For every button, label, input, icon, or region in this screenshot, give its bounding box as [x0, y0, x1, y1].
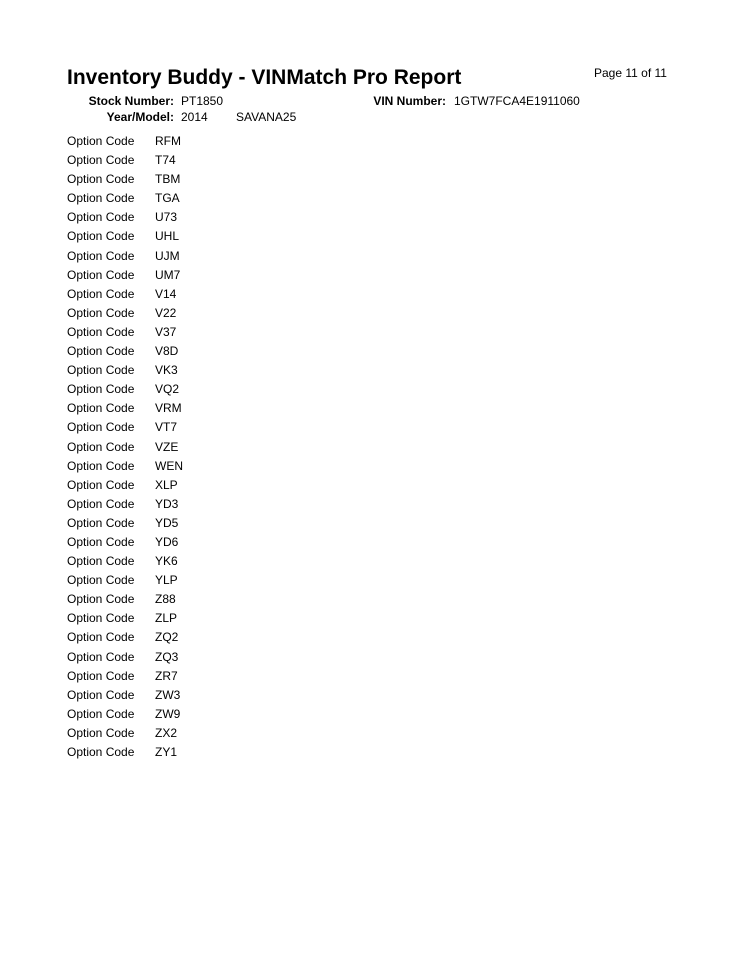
option-code-label: Option Code [67, 745, 135, 759]
option-row [67, 189, 183, 208]
option-code-label: Option Code [67, 554, 135, 569]
option-row [67, 399, 183, 418]
option-code-label: Option Code [67, 248, 135, 263]
option-row [67, 609, 183, 628]
vin-number-value: 1GTW7FCA4E1911060 [454, 94, 580, 108]
option-code-label: Option Code [67, 305, 135, 320]
option-code-label: Option Code [67, 725, 135, 740]
option-code-label: Option Code [67, 573, 135, 588]
option-code-value: YLP [155, 573, 178, 588]
option-code-value: Z88 [155, 592, 176, 607]
option-row [67, 495, 183, 514]
option-code-value: TBM [155, 172, 181, 187]
option-code-value: ZR7 [155, 668, 178, 683]
option-code-label: Option Code [67, 458, 135, 473]
page-number: Page 11 of 11 [594, 66, 667, 80]
option-code-label: Option Code [67, 401, 135, 416]
option-code-value: ZLP [155, 611, 178, 626]
option-row [67, 132, 183, 151]
option-code-value: WEN [155, 458, 183, 473]
option-code-label: Option Code [67, 344, 135, 359]
option-code-value: V22 [155, 305, 177, 320]
option-code-label: Option Code [67, 382, 135, 397]
option-row [67, 304, 183, 323]
option-row [67, 266, 183, 285]
option-code-value: UM7 [155, 267, 181, 282]
option-code-label: Option Code [67, 172, 135, 187]
option-code-label: Option Code [67, 496, 135, 511]
option-row [67, 323, 183, 342]
option-code-label: Option Code [67, 592, 135, 607]
option-row [67, 151, 183, 170]
year-model-label: Year/Model: [106, 110, 174, 124]
option-row [67, 418, 183, 437]
option-code-value: T74 [155, 153, 176, 168]
option-row [67, 552, 183, 571]
option-code-label: Option Code [67, 611, 135, 626]
option-row [67, 361, 183, 380]
option-code-value: ZQ3 [155, 649, 179, 664]
option-code-label: Option Code [67, 229, 135, 244]
option-code-value: V8D [155, 344, 179, 359]
option-code-label: Option Code [67, 477, 135, 492]
option-row [67, 628, 183, 647]
option-code-list [67, 132, 183, 762]
option-code-label: Option Code [67, 134, 135, 148]
option-row [67, 380, 183, 399]
option-code-value: TGA [155, 191, 180, 206]
option-code-value: ZY1 [155, 745, 178, 759]
option-code-label: Option Code [67, 286, 135, 301]
option-code-value: VRM [155, 401, 182, 416]
stock-number-label: Stock Number: [88, 94, 174, 108]
stock-number-value: PT1850 [181, 94, 224, 108]
option-code-value: VK3 [155, 363, 178, 378]
option-row [67, 208, 183, 227]
option-code-value: RFM [155, 134, 181, 148]
option-code-label: Option Code [67, 439, 135, 454]
option-row [67, 247, 183, 266]
option-row [67, 438, 183, 457]
option-code-value: VQ2 [155, 382, 180, 397]
option-code-label: Option Code [67, 515, 135, 530]
option-code-label: Option Code [67, 649, 135, 664]
option-code-value: YD6 [155, 534, 179, 549]
option-code-value: XLP [155, 477, 178, 492]
option-row [67, 457, 183, 476]
option-row [67, 743, 183, 762]
option-row [67, 705, 183, 724]
option-code-label: Option Code [67, 420, 135, 435]
option-code-value: V37 [155, 324, 177, 339]
option-code-value: YD5 [155, 515, 179, 530]
option-row [67, 476, 183, 495]
option-code-label: Option Code [67, 706, 135, 721]
option-row [67, 227, 183, 246]
option-code-value: VT7 [155, 420, 178, 435]
option-row [67, 571, 183, 590]
option-code-label: Option Code [67, 324, 135, 339]
option-code-label: Option Code [67, 630, 135, 645]
option-code-value: U73 [155, 210, 178, 225]
option-code-value: YD3 [155, 496, 179, 511]
report-title: Inventory Buddy - VINMatch Pro Report [67, 66, 462, 89]
option-row [67, 285, 183, 304]
option-code-value: VZE [155, 439, 179, 454]
option-code-value: UHL [155, 229, 180, 244]
option-row [67, 170, 183, 189]
vin-number-label: VIN Number: [373, 94, 446, 108]
option-row [67, 724, 183, 743]
model-value: SAVANA25 [236, 110, 297, 124]
year-value: 2014 [181, 110, 208, 124]
option-row [67, 342, 183, 361]
option-code-label: Option Code [67, 668, 135, 683]
option-row [67, 590, 183, 609]
option-code-label: Option Code [67, 153, 135, 168]
option-row [67, 648, 183, 667]
option-code-label: Option Code [67, 191, 135, 206]
option-code-label: Option Code [67, 267, 135, 282]
option-row [67, 514, 183, 533]
option-row [67, 667, 183, 686]
option-code-value: UJM [155, 248, 180, 263]
option-code-label: Option Code [67, 363, 135, 378]
option-code-value: ZQ2 [155, 630, 179, 645]
option-code-value: ZW3 [155, 687, 181, 702]
option-code-value: ZW9 [155, 706, 181, 721]
option-code-label: Option Code [67, 687, 135, 702]
option-code-label: Option Code [67, 534, 135, 549]
option-row [67, 533, 183, 552]
option-code-value: YK6 [155, 554, 178, 569]
option-code-value: ZX2 [155, 725, 178, 740]
option-code-label: Option Code [67, 210, 135, 225]
option-code-value: V14 [155, 286, 177, 301]
option-row [67, 686, 183, 705]
